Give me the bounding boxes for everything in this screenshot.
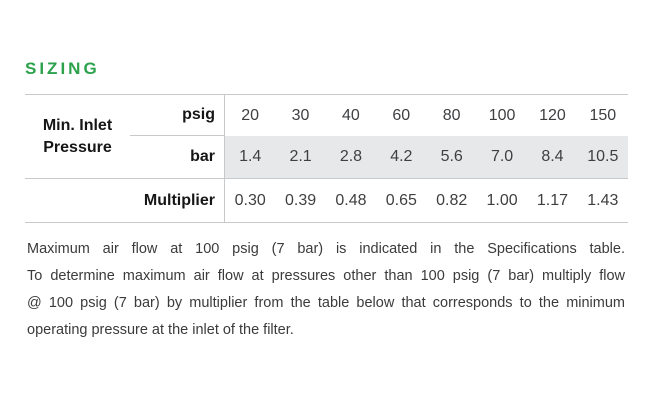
table-cell-bar: 2.1 [275, 136, 325, 179]
paragraph-line: To determine maximum air flow at pressures other than 100 psig (7 bar) multiply flow [27, 268, 625, 284]
table-cell-psig: 80 [442, 106, 461, 124]
paragraph-line: operating pressure at the inlet of the filter. [27, 322, 294, 338]
row-label-bar: bar [130, 136, 225, 179]
table-cell-multiplier: 0.30 [234, 191, 266, 209]
table-cell-bar: 1.4 [225, 136, 275, 179]
table-cell-psig: 100 [488, 106, 516, 124]
table-cell-multiplier: 0.65 [385, 191, 417, 209]
table-cell-bar: 2.8 [326, 136, 376, 179]
paragraph-line: @ 100 psig (7 bar) by multiplier from the table below that corresponds to the minimum [27, 295, 625, 311]
sizing-table [25, 94, 628, 223]
table-cell-multiplier: 1.17 [536, 191, 568, 209]
table-cell-bar: 8.4 [527, 136, 577, 179]
table-cell-bar: 4.2 [376, 136, 426, 179]
table-cell-bar: 10.5 [578, 136, 628, 179]
row-label-multiplier: Multiplier [25, 179, 225, 222]
table-cell-psig: 120 [539, 106, 566, 124]
table-cell-multiplier: 0.48 [335, 191, 367, 209]
table-cell-multiplier: 0.82 [436, 191, 468, 209]
table-cell-bar: 7.0 [477, 136, 527, 179]
table-cell-psig: 40 [342, 106, 360, 124]
row-label-psig: psig [130, 95, 225, 136]
table-cell-multiplier: 0.39 [284, 191, 317, 209]
paragraph-line: Maximum air flow at 100 psig (7 bar) is indicated in the Specifications table. [27, 241, 625, 257]
table-cell-psig: 150 [589, 106, 617, 124]
table-cell-multiplier: 1.43 [587, 191, 619, 209]
body-paragraph [27, 236, 625, 344]
table-cell-bar: 5.6 [427, 136, 477, 179]
section-heading: SIZING [25, 59, 100, 78]
table-cell-psig: 30 [291, 106, 310, 124]
row-group-label: Min. Inlet Pressure [25, 95, 130, 179]
table-cell-psig: 20 [241, 106, 260, 124]
table-cell-multiplier: 1.00 [486, 191, 518, 209]
table-cell-psig: 60 [392, 106, 411, 124]
